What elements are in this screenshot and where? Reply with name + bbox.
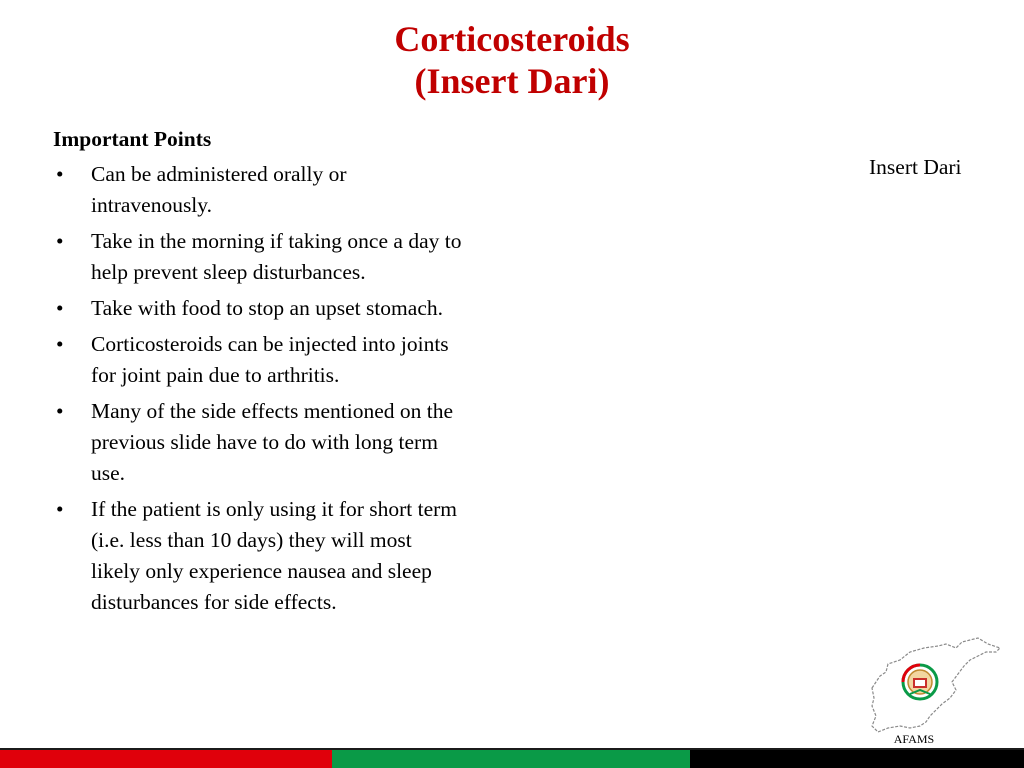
flag-red-segment bbox=[0, 748, 332, 768]
list-item-text: Take with food to stop an upset stomach. bbox=[91, 296, 443, 320]
points-list bbox=[53, 159, 463, 618]
slide-title bbox=[0, 18, 1024, 102]
list-item bbox=[53, 329, 463, 391]
left-text-column bbox=[53, 124, 463, 623]
flag-color-bar bbox=[0, 748, 1024, 768]
list-item bbox=[53, 396, 463, 489]
insert-dari-placeholder: Insert Dari bbox=[869, 155, 962, 179]
important-points-heading: Important Points bbox=[53, 127, 212, 151]
bullet-icon: • bbox=[56, 296, 64, 320]
bullet-icon: • bbox=[56, 332, 64, 356]
bullet-icon: • bbox=[56, 229, 64, 253]
list-item bbox=[53, 293, 463, 324]
list-item bbox=[53, 226, 463, 288]
list-item-text: Many of the side effects mentioned on the previous slide have to do with long term use. bbox=[91, 399, 454, 485]
list-item bbox=[53, 494, 463, 618]
title-line-2: (Insert Dari) bbox=[414, 61, 610, 101]
title-line-1: Corticosteroids bbox=[394, 19, 630, 59]
flag-black-segment bbox=[690, 748, 1024, 768]
list-item-text: Can be administered orally or intravenously. bbox=[91, 162, 347, 217]
list-item bbox=[53, 159, 463, 221]
list-item-text: Take in the morning if taking once a day to help prevent sleep disturbances. bbox=[91, 229, 462, 284]
flag-green-segment bbox=[332, 748, 690, 768]
bullet-icon: • bbox=[56, 162, 64, 186]
list-item-text: Corticosteroids can be injected into joints for joint pain due to arthritis. bbox=[91, 332, 449, 387]
afams-label: AFAMS bbox=[893, 732, 935, 746]
list-item-text: If the patient is only using it for short term (i.e. less than 10 days) they will most likely only experience nausea and sleep disturbances for side effects. bbox=[91, 497, 458, 614]
afghanistan-map-emblem-icon bbox=[866, 636, 1002, 736]
bullet-icon: • bbox=[56, 497, 64, 521]
bullet-icon: • bbox=[56, 399, 64, 423]
